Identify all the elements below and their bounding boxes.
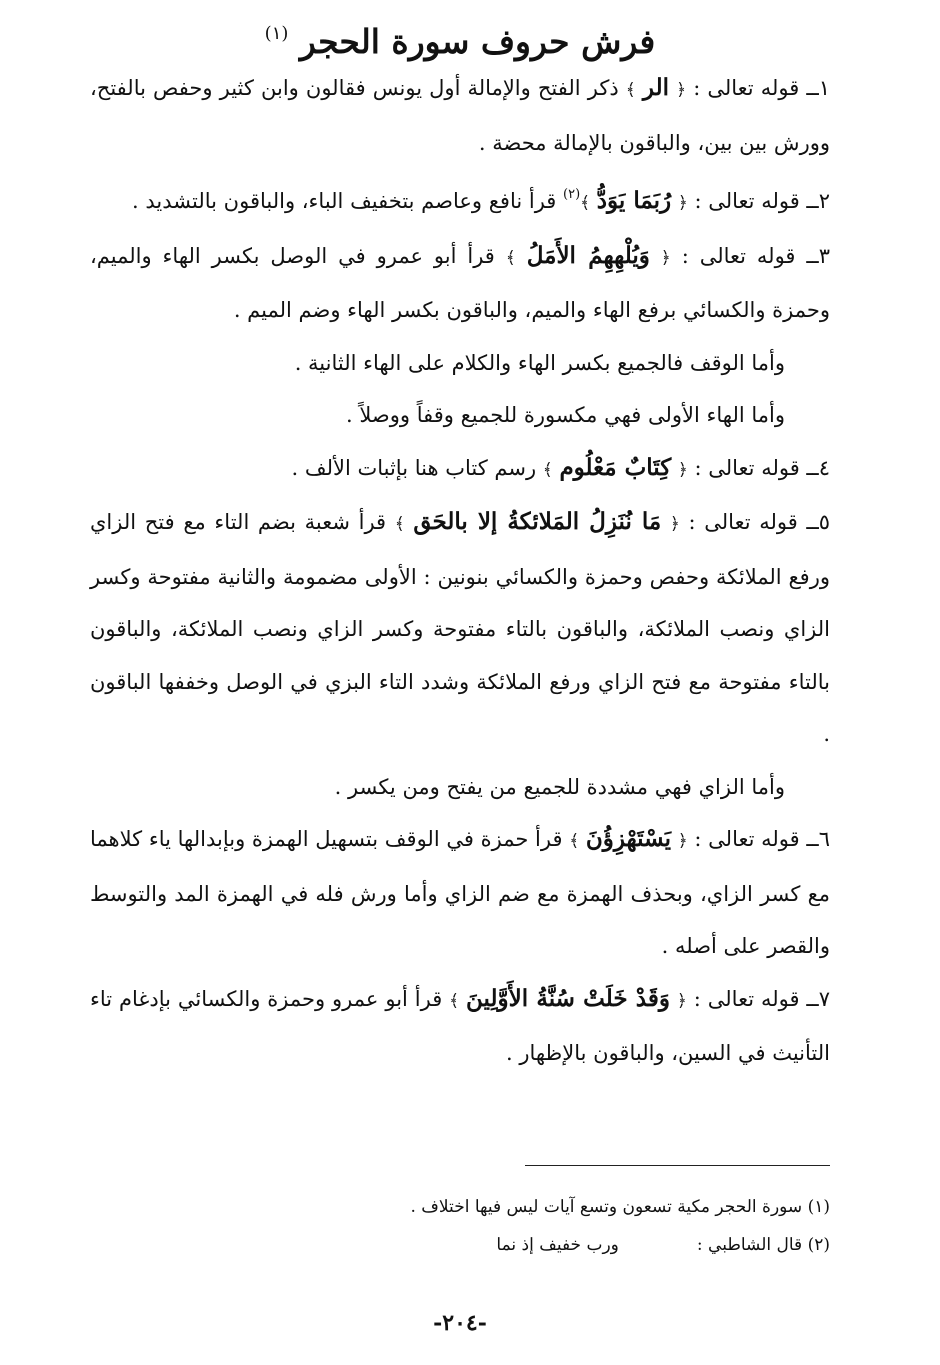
note-ha-ula: وأما الهاء الأولى فهي مكسورة للجميع وقفاً ووصلاً . xyxy=(346,403,785,427)
item-text: قرأ أبو عمرو وحمزة والكسائي بإدغام تاء التأنيث في السين، والباقون بالإظهار . xyxy=(90,986,830,1065)
chapter-title xyxy=(90,10,830,66)
footnote-2-label: (٢) قال الشاطبي : xyxy=(696,1235,830,1255)
quran-quote: وَقَدْ خَلَتْ سُنَّةُ الأَوَّلِينَ xyxy=(466,984,670,1012)
ornate-bracket-close: ﴾ xyxy=(542,459,553,480)
footnote-2-verse: ورب خفيف إذ نما xyxy=(496,1235,619,1255)
ornate-bracket-close: ﴾ xyxy=(449,990,460,1011)
chapter-title-text: فرش حروف سورة الحجر xyxy=(299,22,656,61)
ornate-bracket-close: ﴾ xyxy=(394,514,405,534)
item-text: رسم كتاب هنا بإثبات الألف . xyxy=(291,455,543,480)
item-1 xyxy=(90,62,830,169)
quran-quote: يَسْتَهْزِؤُنَ xyxy=(585,825,672,852)
item-text: قرأ حمزة في الوقف بتسهيل الهمزة وبإبدالها ياء كلاهما مع كسر الزاي، وبحذف الهمزة مع ضم الزاي وأما ورش فله في الهمزة المد والتوسط والقصر على أصله . xyxy=(90,827,830,958)
ornate-bracket-open: ﴿ xyxy=(677,193,688,213)
item-prefix: ٦ــ قوله تعالى : xyxy=(687,827,830,851)
item-text: قرأ شعبة بضم التاء مع فتح الزاي ورفع الملائكة وحفص وحمزة والكسائي بنونين : الأولى مضمومة والثانية مفتوحة وكسر الزاي ونصب الملائكة، والباقون بالتاء مفتوحة وكسر الزاي ونصب الملائكة، والباقون بالتاء مفتوحة مع فتح الزاي ورفع الملائكة وشدد التاء البزي في الوصل وخففها الباقون . xyxy=(90,510,830,746)
ornate-bracket-open: ﴿ xyxy=(669,514,680,534)
main-text xyxy=(90,62,830,1080)
ornate-bracket-open: ﴿ xyxy=(676,80,687,100)
note-zay-shadda: وأما الزاي فهي مشددة للجميع من يفتح ومن يكسر . xyxy=(334,774,785,799)
ornate-bracket-open: ﴿ xyxy=(660,247,671,268)
item-3 xyxy=(90,230,830,337)
ornate-bracket-close: ﴾ xyxy=(569,831,580,851)
item-6 xyxy=(90,813,830,973)
note-waqf-kasr: وأما الوقف فالجميع بكسر الهاء والكلام على الهاء الثانية . xyxy=(294,350,785,375)
item-prefix: ٧ــ قوله تعالى : xyxy=(686,986,830,1011)
footnote-2 xyxy=(90,1226,830,1264)
item-text: قرأ أبو عمرو في الوصل بكسر الهاء والميم، وحمزة والكسائي برفع الهاء والميم، والباقون بكسر الهاء وضم الميم . xyxy=(90,243,830,322)
footnotes xyxy=(90,1188,830,1264)
footnote-ref: (٢) xyxy=(563,187,581,202)
ornate-bracket-open: ﴿ xyxy=(677,831,688,851)
ornate-bracket-open: ﴿ xyxy=(677,459,688,480)
item-text: ذكر الفتح والإمالة أول يونس فقالون وابن كثير وحفص بالفتح، وورش بين بين، والباقون بالإمالة محضة . xyxy=(90,76,830,155)
document-page xyxy=(90,0,830,1365)
item-prefix: ١ــ قوله تعالى : xyxy=(686,76,830,100)
footnote-separator xyxy=(525,1165,830,1166)
page-number: -٢٠٤- xyxy=(433,1310,487,1336)
ornate-bracket-close: ﴾ xyxy=(505,247,516,268)
ornate-bracket-close: ﴾ xyxy=(625,80,636,100)
item-prefix: ٢ــ قوله تعالى : xyxy=(687,189,830,213)
quran-quote: الر xyxy=(642,74,669,101)
quran-quote: مَا نُنَزِلُ المَلائكةُ إلا بالحَق xyxy=(413,508,662,535)
quran-quote: رُبَمَا يَوَدُّ xyxy=(596,187,672,214)
quran-quote: كِتَابٌ مَعْلُوم xyxy=(559,453,672,481)
item-prefix: ٥ــ قوله تعالى : xyxy=(679,510,830,534)
item-7 xyxy=(90,973,830,1080)
item-prefix: ٤ــ قوله تعالى : xyxy=(687,455,830,480)
ornate-bracket-open: ﴿ xyxy=(676,990,687,1011)
item-4 xyxy=(90,442,830,497)
item-2 xyxy=(90,169,830,230)
item-5 xyxy=(90,496,830,761)
title-footnote-ref: (١) xyxy=(264,23,289,44)
quran-quote: وَيُلْهِهِمُ الأَمَلُ xyxy=(526,241,650,269)
item-text: قرأ نافع وعاصم بتخفيف الباء، والباقون بالتشديد . xyxy=(132,189,563,213)
ornate-bracket-close: ﴾ xyxy=(580,193,591,213)
footnote-1: (١) سورة الحجر مكية تسعون وتسع آيات ليس فيها اختلاف . xyxy=(410,1197,830,1217)
item-prefix: ٣ــ قوله تعالى : xyxy=(670,243,830,268)
